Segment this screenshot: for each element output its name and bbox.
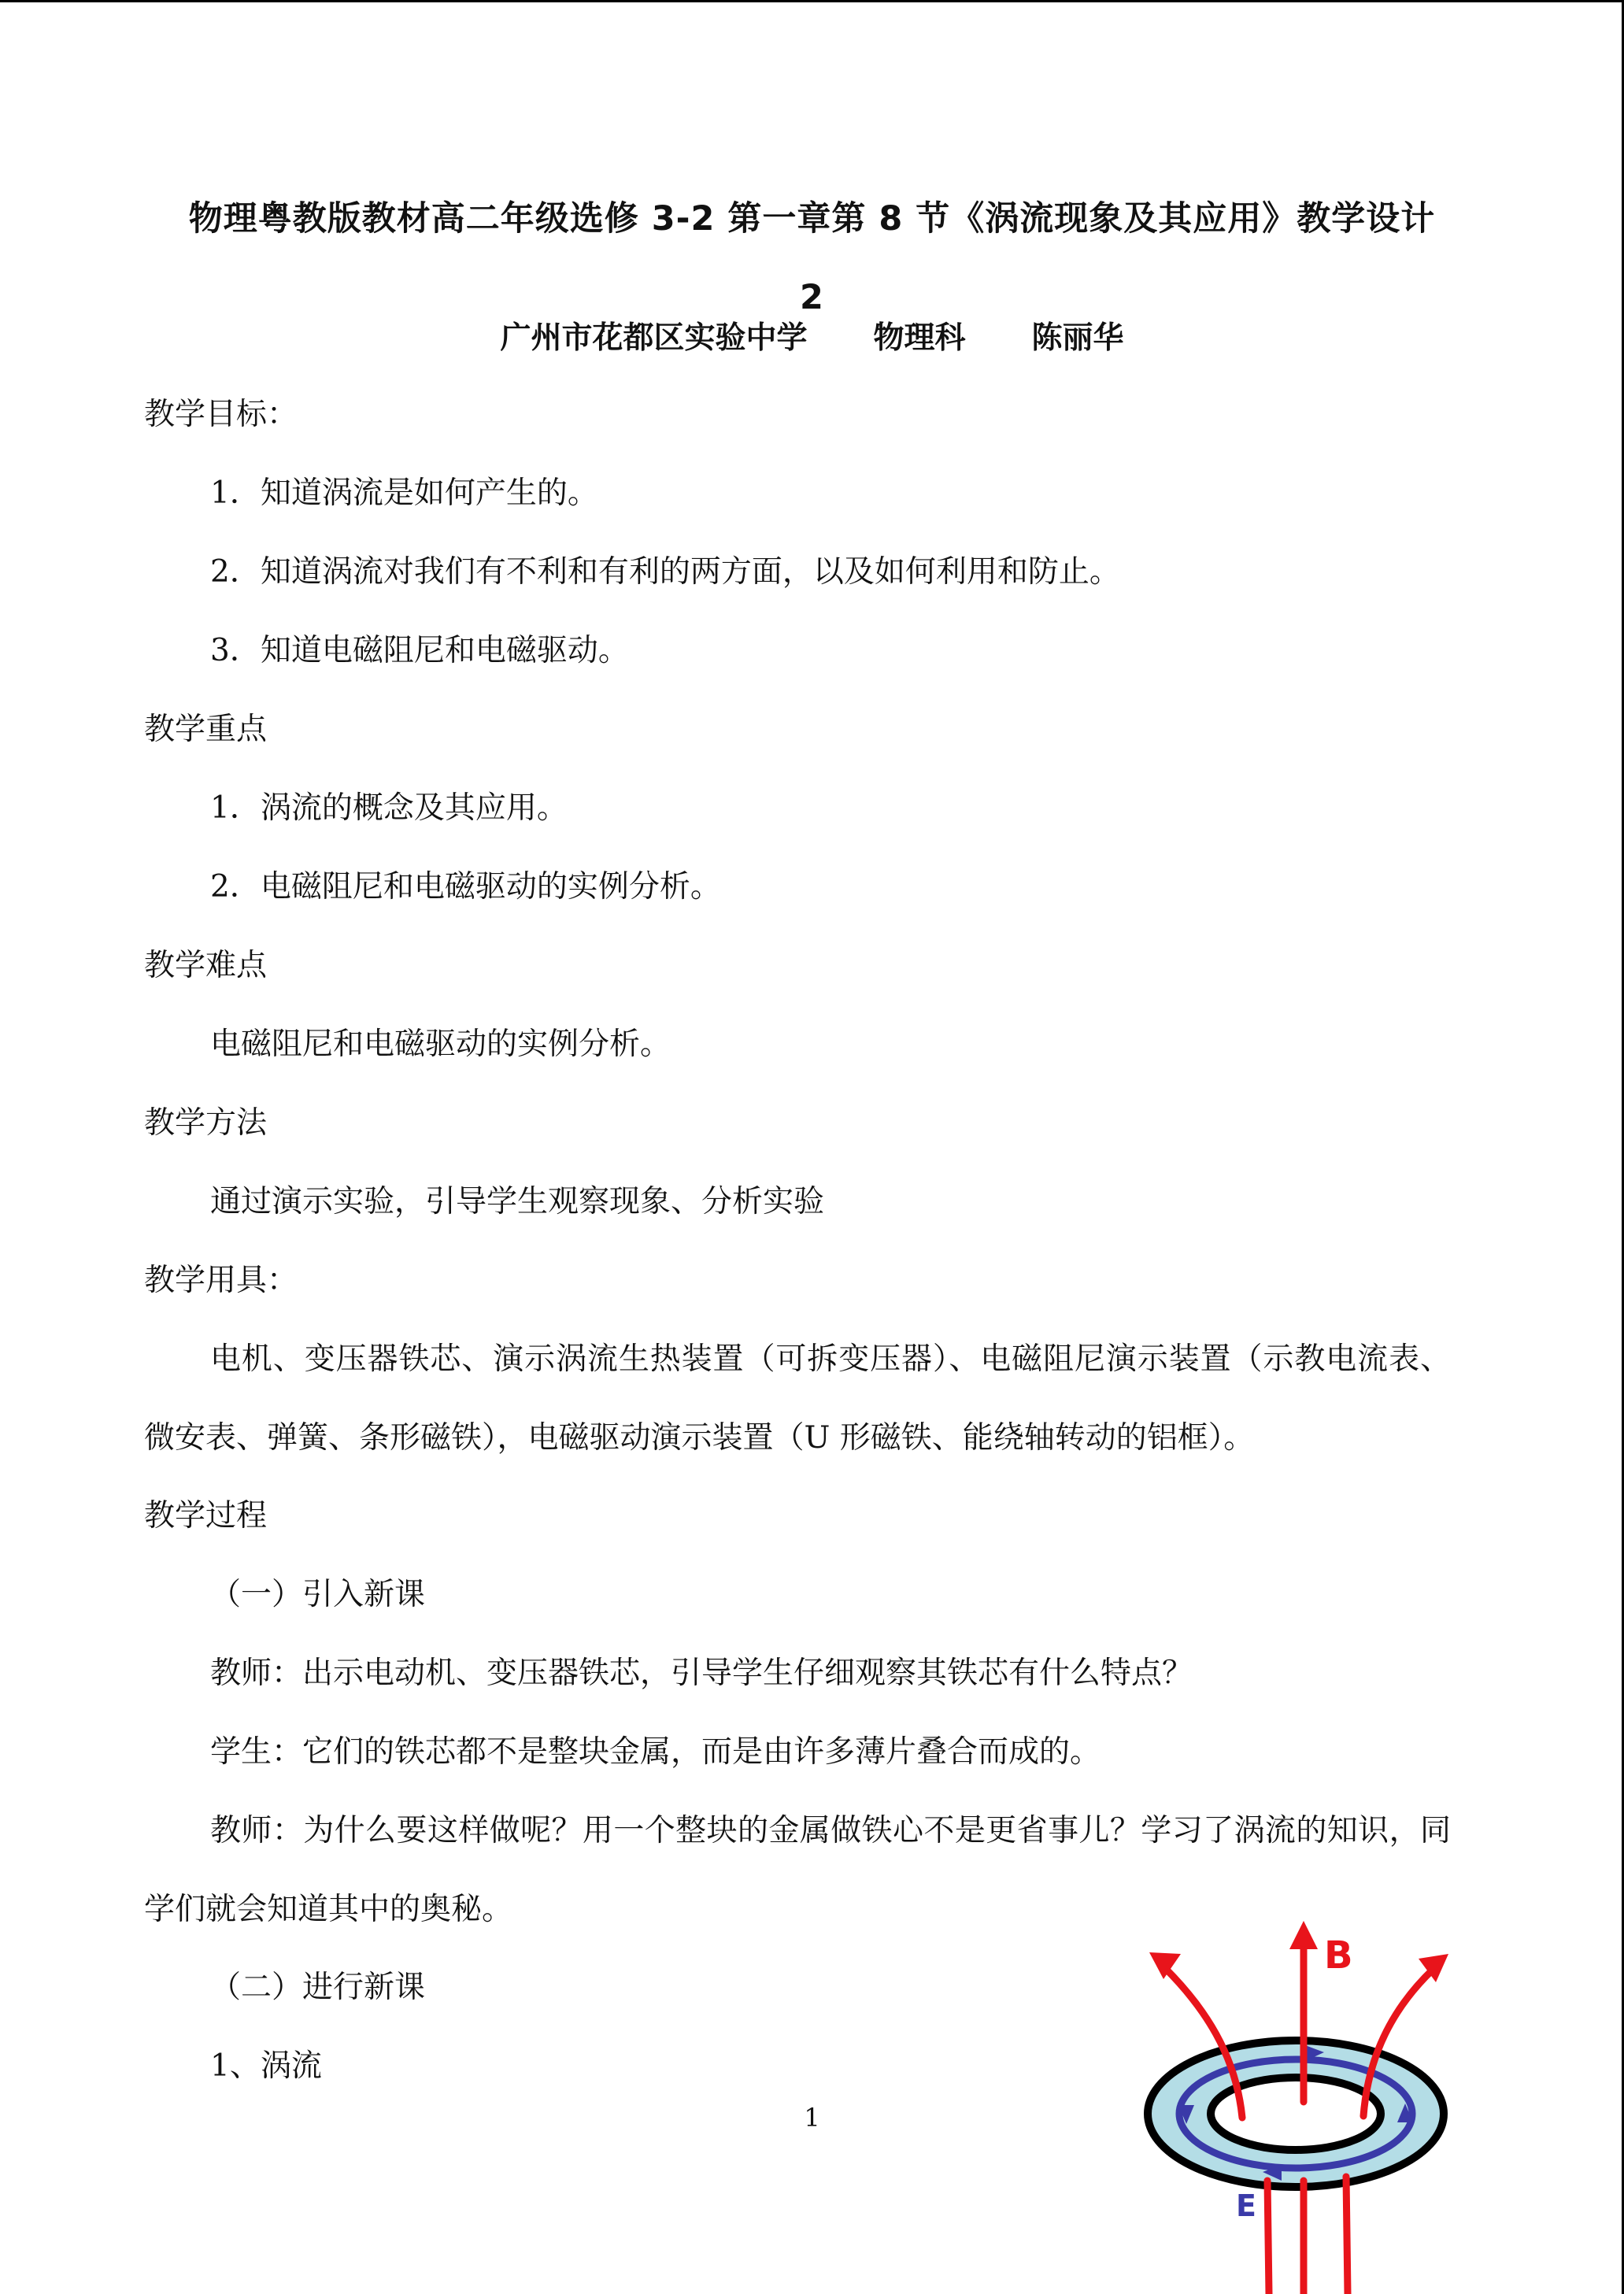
author-school: 广州市花都区实验中学 [500, 320, 808, 356]
field-arrow-center [1289, 1921, 1318, 1949]
key-point-item: 2．电磁阻尼和电磁驱动的实例分析。 [210, 869, 721, 905]
author-name: 陈丽华 [1031, 320, 1124, 356]
methods-text: 通过演示实验，引导学生观察现象、分析实验 [210, 1184, 825, 1219]
difficulties-heading: 教学难点 [144, 948, 268, 983]
subsection-heading: 1、涡流 [210, 2048, 322, 2084]
objective-item: 3．知道电磁阻尼和电磁驱动。 [210, 633, 629, 668]
dialogue-teacher: 教师：出示电动机、变压器铁芯，引导学生仔细观察其铁芯有什么特点？ [210, 1656, 1193, 1691]
key-points-heading: 教学重点 [144, 712, 268, 747]
dialogue-student: 学生：它们的铁芯都不是整块金属，而是由许多薄片叠合而成的。 [210, 1734, 1101, 1770]
methods-heading: 教学方法 [144, 1105, 268, 1141]
field-label-b: B [1324, 1933, 1353, 1978]
objectives-heading: 教学目标： [144, 397, 298, 432]
title-line-2: 2 [800, 278, 824, 317]
teacher-question-paragraph: 教师：为什么要这样做呢？用一个整块的金属做铁心不是更省事儿？学习了涡流的知识，同学们就会知道其中的奥秘。 [144, 1813, 1451, 1927]
objective-item: 1．知道涡流是如何产生的。 [210, 475, 598, 511]
difficulties-text: 电磁阻尼和电磁驱动的实例分析。 [210, 1027, 671, 1062]
field-line-bottom-3 [1267, 2181, 1269, 2294]
part2-heading: （二）进行新课 [210, 1970, 426, 2005]
tools-paragraph: 电机、变压器铁芯、演示涡流生热装置（可拆变压器）、电磁阻尼演示装置（示教电流表、微安表、弹簧、条形磁铁），电磁驱动演示装置（U 形磁铁、能绕轴转动的铝框）。 [144, 1341, 1451, 1456]
process-heading: 教学过程 [144, 1498, 268, 1534]
author-subject: 物理科 [873, 320, 966, 356]
objective-item: 2．知道涡流对我们有不利和有利的两方面，以及如何利用和防止。 [210, 554, 1120, 590]
title-line-1: 物理粤教版教材高二年级选修 3-2 第一章第 8 节《涡流现象及其应用》教学设计 [188, 199, 1436, 239]
page-border-top [0, 0, 1624, 2]
emf-label-e: E [1236, 2189, 1256, 2223]
eddy-current-diagram [1118, 1913, 1496, 2294]
tools-heading: 教学用具： [144, 1263, 298, 1298]
key-point-item: 1．涡流的概念及其应用。 [210, 790, 568, 826]
field-line-bottom-2 [1346, 2177, 1348, 2294]
part1-heading: （一）引入新课 [210, 1577, 426, 1612]
page-number: 1 [804, 2103, 820, 2133]
document-title [118, 179, 1506, 337]
author-line [118, 319, 1506, 358]
